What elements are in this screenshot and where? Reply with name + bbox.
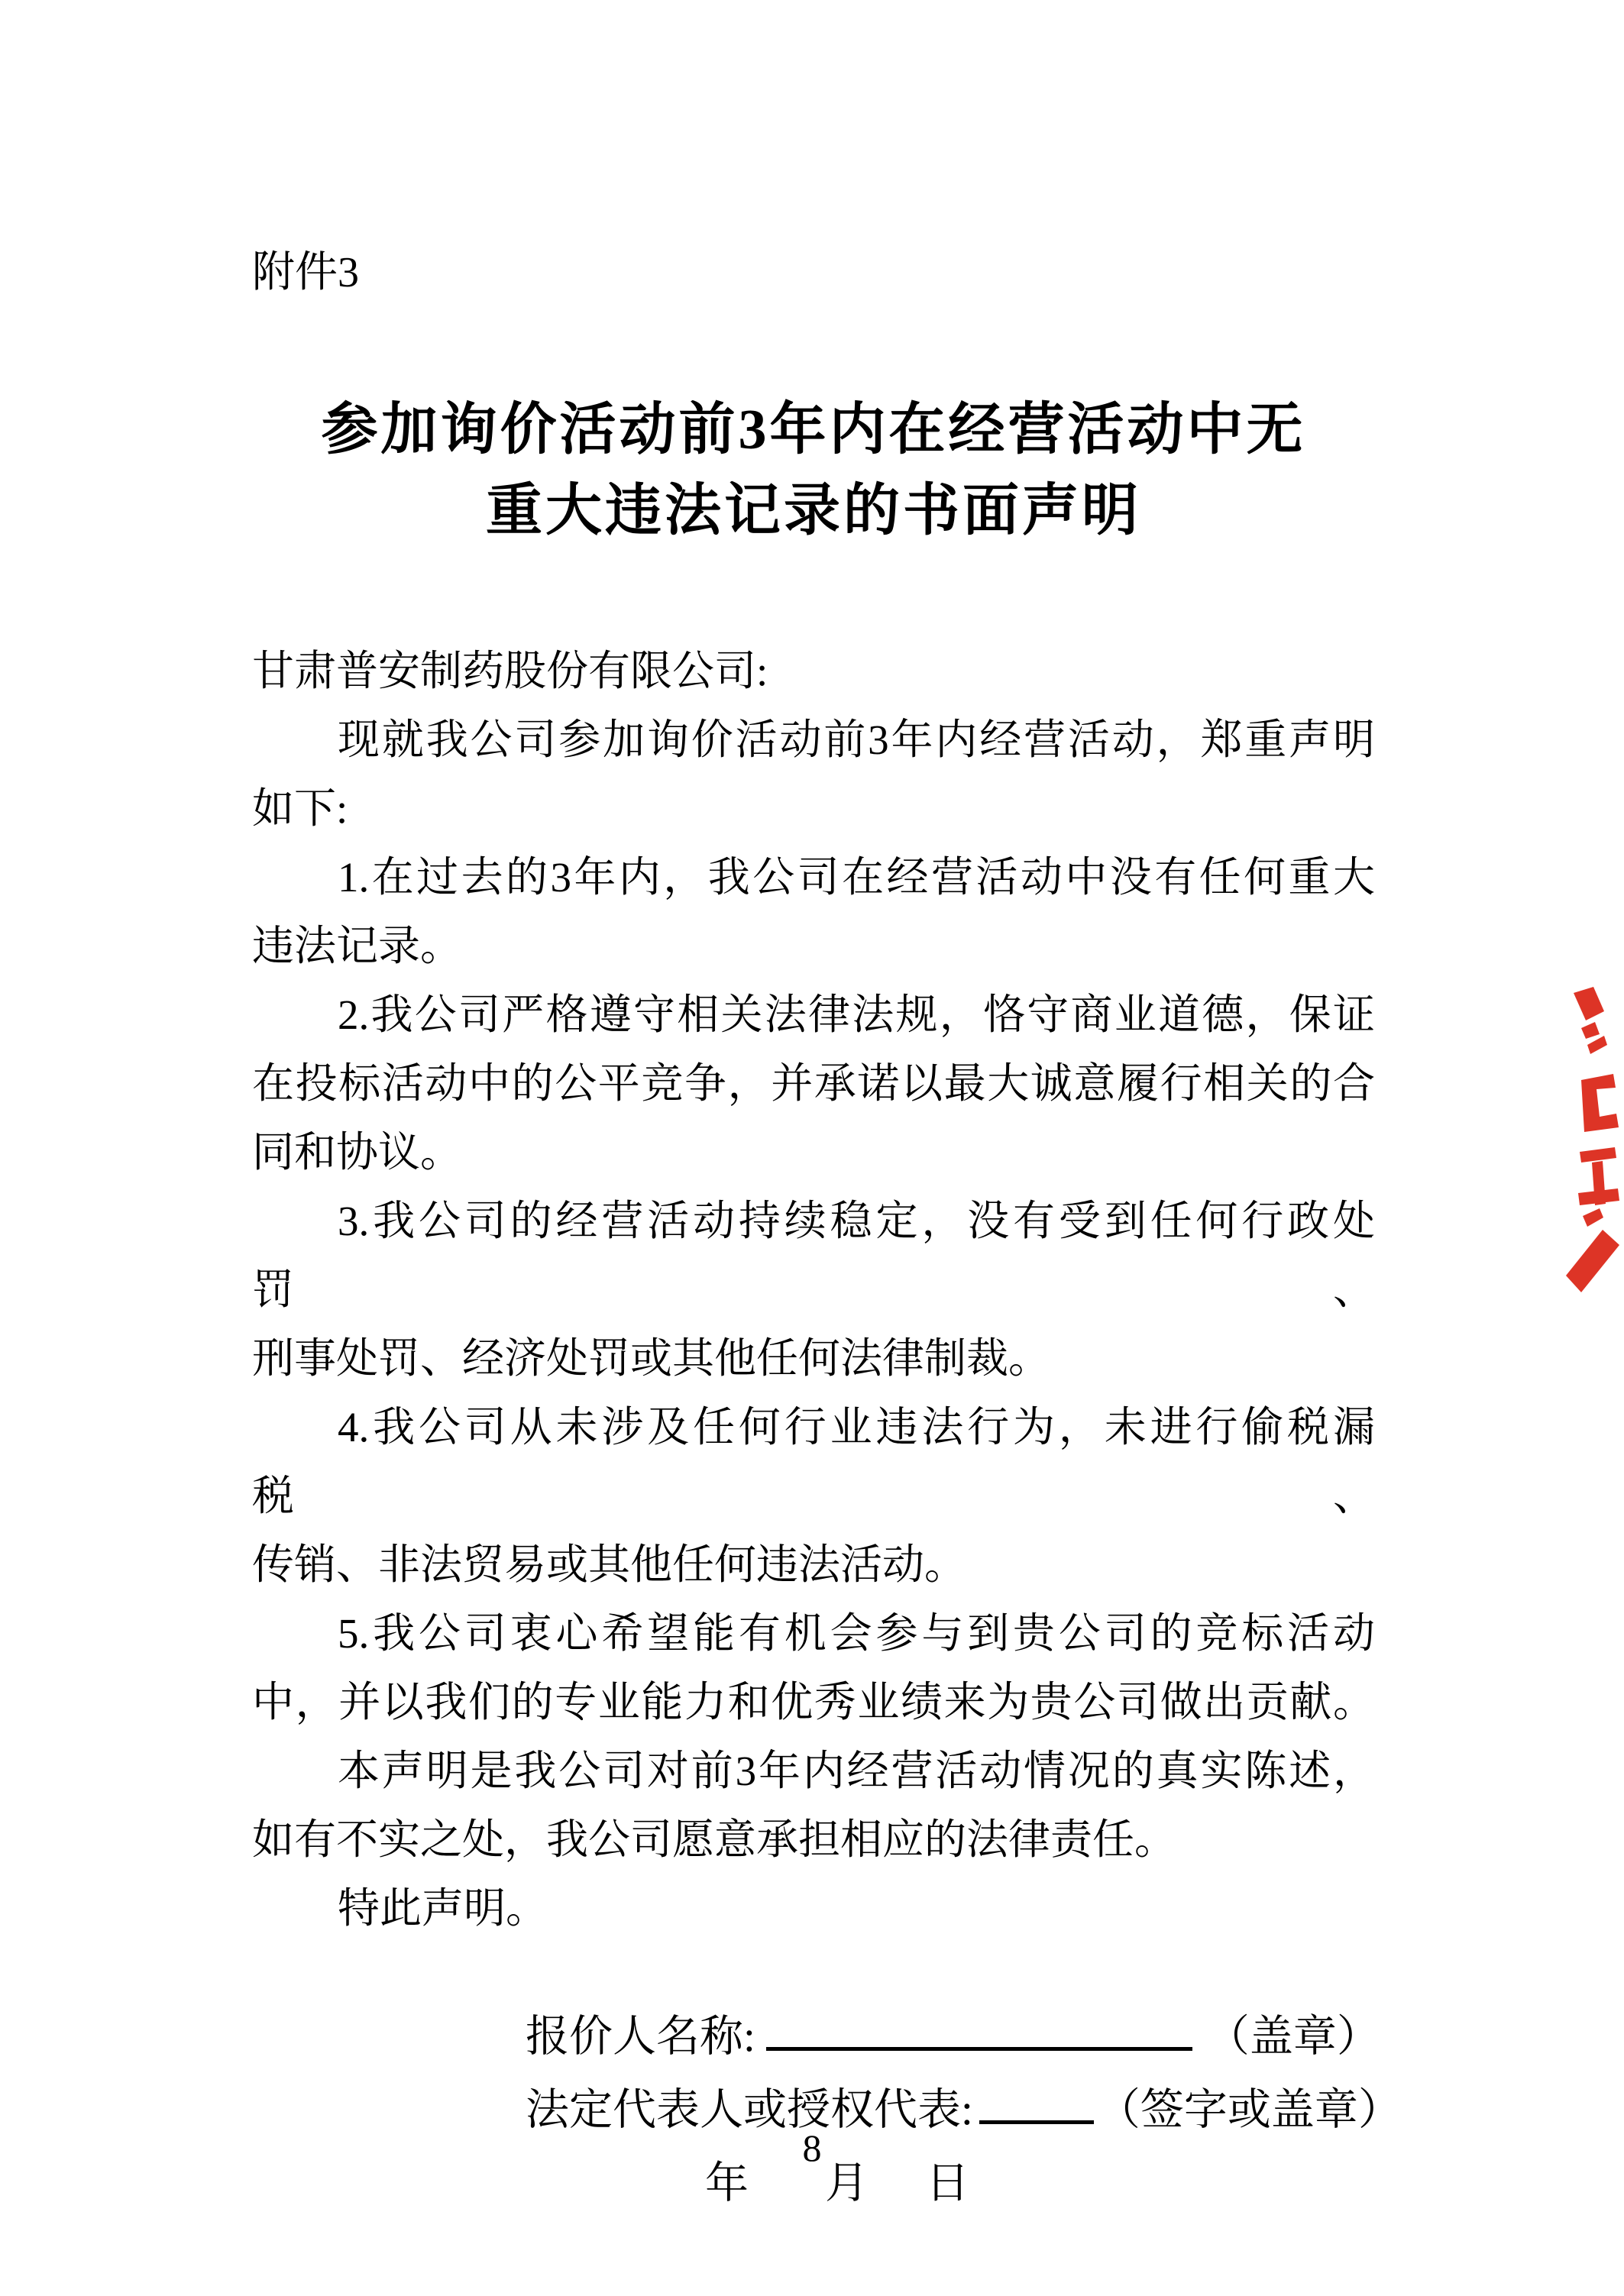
title-line-1: 参加询价活动前3年内在经营活动中无: [321, 399, 1306, 461]
body-line: 同和协议。: [252, 1129, 463, 1175]
body-line: 如有不实之处，我公司愿意承担相应的法律责任。: [252, 1816, 1177, 1863]
body-line: 本声明是我公司对前3年内经营活动情况的真实陈述，: [338, 1748, 1375, 1794]
page-content: [252, 0, 1402, 2220]
declaration-body: [252, 637, 1375, 1943]
body-line: 中，并以我们的专业能力和优秀业绩来为贵公司做出贡献。: [252, 1679, 1375, 1725]
body-line: 3.我公司的经营活动持续稳定，没有受到任何行政处罚、: [252, 1198, 1375, 1313]
page-number: 8: [802, 2126, 822, 2169]
signature-block: [526, 2000, 1402, 2220]
red-seal-fragment-icon: [1558, 987, 1624, 1292]
representative-seal-note: （签字或盖章）: [1096, 2086, 1402, 2134]
closing-line: 特此声明。: [338, 1885, 548, 1932]
title-line-2: 重大违法记录的书面声明: [486, 480, 1141, 542]
body-line: 1.在过去的3年内，我公司在经营活动中没有任何重大: [338, 854, 1375, 901]
date-day-label: 日: [926, 2159, 969, 2207]
date-year-label: 年: [705, 2159, 749, 2207]
salutation: 甘肃普安制药股份有限公司:: [252, 648, 768, 694]
body-line: 4.我公司从未涉及任何行业违法行为，未进行偷税漏税、: [252, 1404, 1375, 1519]
document-title: [252, 390, 1375, 551]
representative-underline: [979, 2120, 1094, 2124]
body-line: 在投标活动中的公平竞争，并承诺以最大诚意履行相关的合: [252, 1060, 1375, 1107]
bidder-name-underline: [766, 2047, 1192, 2051]
body-line: 2.我公司严格遵守相关法律法规，恪守商业道德，保证: [338, 991, 1375, 1038]
body-line: 5.我公司衷心希望能有机会参与到贵公司的竞标活动: [338, 1610, 1375, 1657]
body-line: 如下:: [252, 785, 348, 832]
bidder-seal-note: （盖章）: [1205, 2013, 1380, 2061]
body-line: 违法记录。: [252, 923, 463, 969]
bidder-name-label: 报价人名称:: [526, 2013, 755, 2061]
body-line: 刑事处罚、经济处罚或其他任何法律制裁。: [252, 1335, 1051, 1382]
body-line: 传销、非法贸易或其他任何违法活动。: [252, 1541, 967, 1588]
attachment-label: 附件3: [252, 249, 359, 296]
bidder-name-row: [526, 2000, 1380, 2074]
date-month-label: 月: [825, 2159, 869, 2207]
body-line: 现就我公司参加询价活动前3年内经营活动，郑重声明: [338, 716, 1375, 763]
representative-label: 法定代表人或授权代表:: [526, 2086, 973, 2134]
